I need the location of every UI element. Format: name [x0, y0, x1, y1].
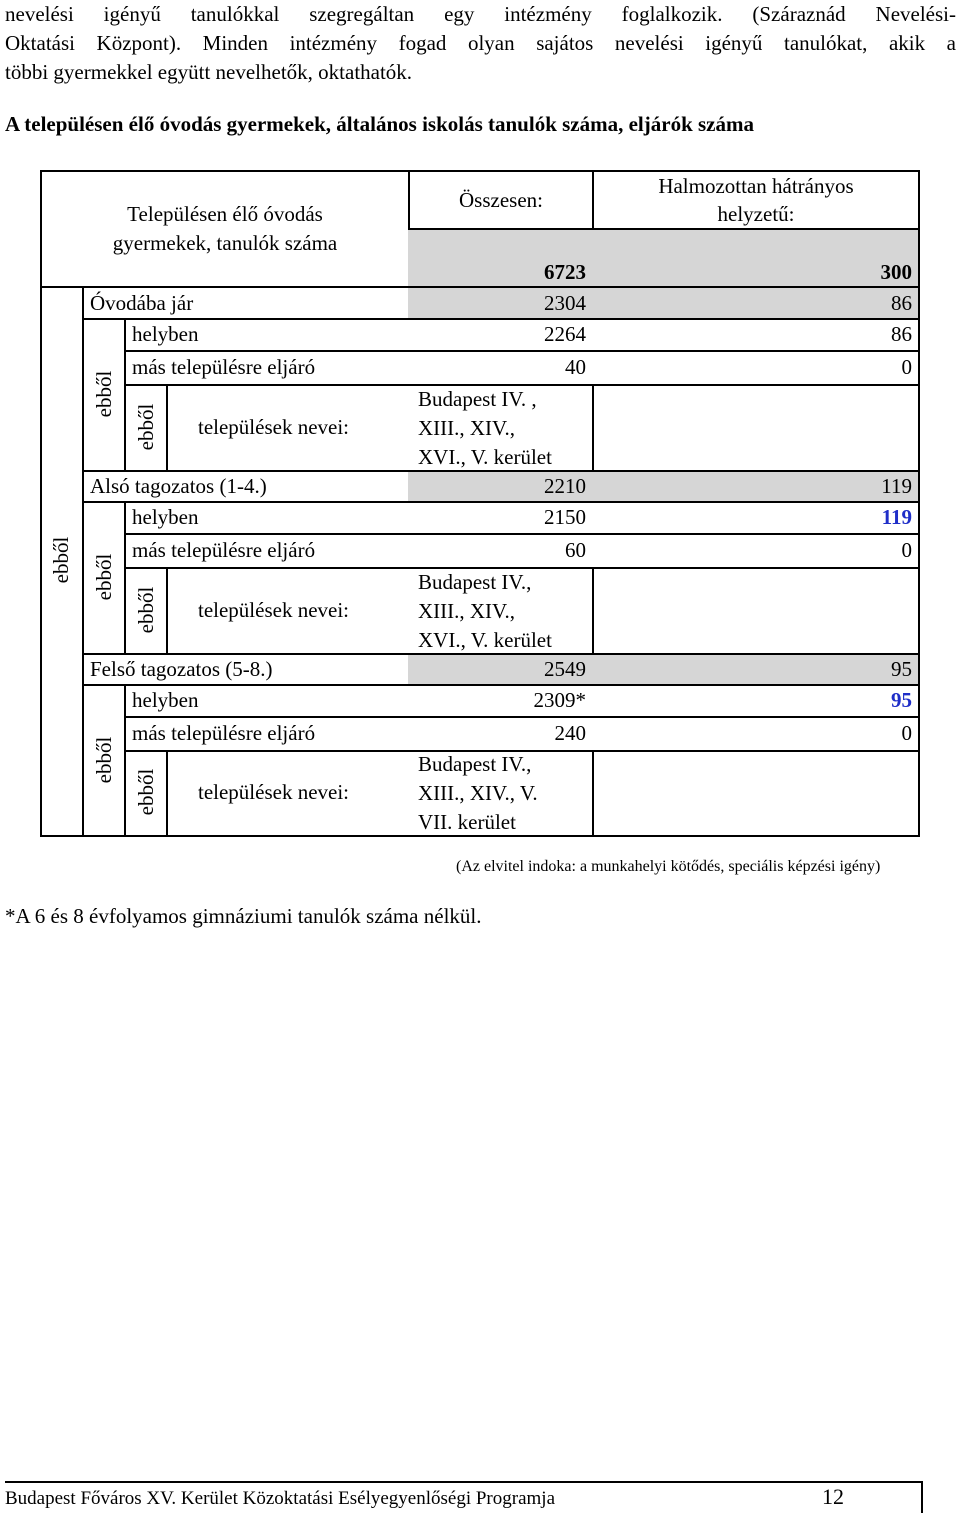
section-heading: A településen élő óvodás gyermekek, általános iskolás tanulók száma, eljárók száma: [5, 112, 754, 136]
telepules-line: Budapest IV. ,: [418, 387, 537, 411]
telepulesek-nevei-value: [418, 568, 552, 655]
ebbol-vertical-label: ebből: [134, 586, 158, 634]
table-rule: [408, 228, 920, 230]
table-rule: [124, 533, 920, 535]
table-rule: [592, 567, 594, 654]
section-osszesen: 2210: [544, 474, 586, 498]
table-rule: [124, 684, 126, 835]
total-hh: 300: [880, 260, 912, 284]
header-col1-line2: gyermekek, tanulók száma: [112, 231, 338, 255]
table-border: [40, 170, 42, 837]
footer-rule: [5, 1481, 923, 1483]
table-rule: [166, 567, 168, 654]
section-hh: 86: [891, 291, 912, 315]
footer-rule: [921, 1481, 923, 1513]
header-hh-line2: helyzetű:: [717, 202, 795, 226]
table-rule: [124, 716, 920, 718]
mas-telepules-hh: 0: [901, 721, 912, 745]
ebbol-vertical-label: ebből: [92, 736, 116, 784]
table-rule: [592, 384, 594, 471]
helyben-osszesen: 2264: [544, 322, 586, 346]
mas-telepules-label: más településre eljáró: [132, 721, 316, 745]
section-label: Alsó tagozatos (1-4.): [90, 474, 267, 498]
table-rule: [124, 350, 920, 352]
ebbol-vertical-label: ebből: [134, 768, 158, 816]
header-hh-line1: Halmozottan hátrányos: [658, 174, 854, 198]
telepules-line: XVI., V. kerület: [418, 628, 552, 652]
elvitel-note: (Az elvitel indoka: a munkahelyi kötődés, speciális képzési igény): [456, 858, 881, 875]
helyben-hh: 95: [891, 688, 912, 712]
telepules-line: XIII., XIV.,: [418, 599, 516, 623]
section-label: Felső tagozatos (5-8.): [90, 657, 273, 681]
total-osszesen: 6723: [544, 260, 586, 284]
helyben-hh: 119: [881, 505, 912, 529]
intro-line: nevelési igényű tanulókkal szegregáltan egy intézmény foglalkozik. (Száraznád Nevelési-: [5, 2, 956, 26]
helyben-label: helyben: [132, 688, 199, 712]
telepulesek-nevei-label: települések nevei:: [198, 415, 350, 439]
telepules-line: XIII., XIV., V.: [418, 781, 538, 805]
helyben-label: helyben: [132, 322, 199, 346]
intro-line: többi gyermekkel együtt nevelhetők, oktathatók.: [5, 60, 413, 84]
page-number: 12: [822, 1484, 844, 1509]
footnote: *A 6 és 8 évfolyamos gimnáziumi tanulók száma nélkül.: [5, 904, 482, 928]
mas-telepules-osszesen: 60: [565, 538, 586, 562]
table-rule: [166, 750, 168, 835]
telepules-line: Budapest IV.,: [418, 570, 532, 594]
intro-paragraph: [5, 0, 956, 87]
table-rule: [124, 501, 126, 654]
mas-telepules-hh: 0: [901, 355, 912, 379]
telepulesek-nevei-label: települések nevei:: [198, 598, 350, 622]
section-osszesen: 2549: [544, 657, 586, 681]
ebbol-vertical-label: ebből: [49, 536, 73, 584]
helyben-label: helyben: [132, 505, 199, 529]
mas-telepules-osszesen: 40: [565, 355, 586, 379]
section-label: Óvodába jár: [90, 291, 194, 315]
mas-telepules-osszesen: 240: [554, 721, 586, 745]
table-rule: [40, 286, 920, 288]
telepules-line: XVI., V. kerület: [418, 445, 552, 469]
section-hh: 95: [891, 657, 912, 681]
helyben-osszesen: 2150: [544, 505, 586, 529]
footer-title: Budapest Főváros XV. Kerület Közoktatási Esélyegyenlőségi Programja: [5, 1488, 556, 1509]
telepules-line: Budapest IV.,: [418, 752, 532, 776]
mas-telepules-label: más településre eljáró: [132, 355, 316, 379]
mas-telepules-label: más településre eljáró: [132, 538, 316, 562]
table-rule: [592, 750, 594, 835]
helyben-osszesen: 2309*: [533, 688, 586, 712]
telepules-line: VII. kerület: [418, 810, 516, 834]
header-osszesen: Összesen:: [459, 188, 543, 212]
telepulesek-nevei-value: [418, 385, 552, 472]
ebbol-vertical-label: ebből: [92, 553, 116, 601]
telepulesek-nevei-label: települések nevei:: [198, 780, 350, 804]
table-rule: [124, 318, 126, 471]
mas-telepules-hh: 0: [901, 538, 912, 562]
table-border: [918, 170, 920, 837]
intro-line: Oktatási Központ). Minden intézmény fogad olyan sajátos nevelési igényű tanulókat, akik a: [5, 31, 956, 55]
section-osszesen: 2304: [544, 291, 586, 315]
telepules-line: XIII., XIV.,: [418, 416, 516, 440]
header-col1-line1: Településen élő óvodás: [127, 202, 323, 226]
ebbol-vertical-label: ebből: [92, 370, 116, 418]
table-rule: [82, 286, 84, 837]
helyben-hh: 86: [891, 322, 912, 346]
section-hh: 119: [881, 474, 912, 498]
ebbol-vertical-label: ebből: [134, 403, 158, 451]
table-rule: [166, 384, 168, 471]
telepulesek-nevei-value: [418, 750, 538, 837]
